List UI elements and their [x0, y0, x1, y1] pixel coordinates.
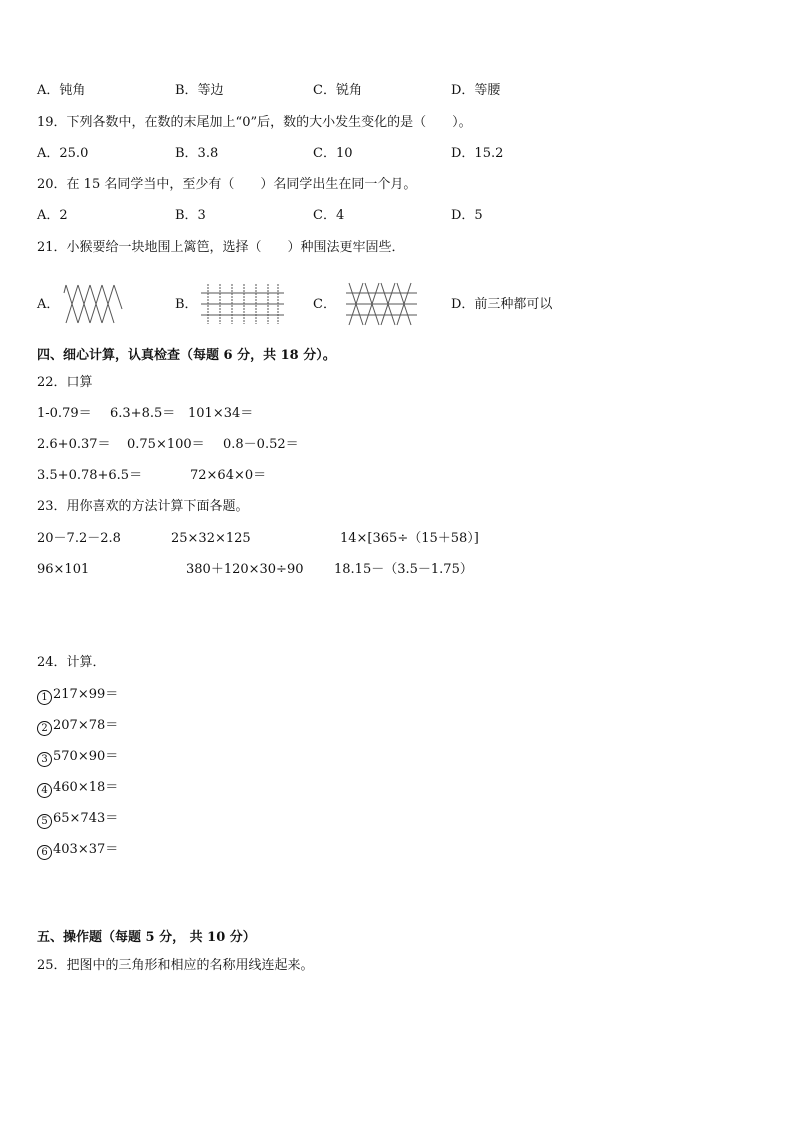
q23-item: 25×32×125 — [171, 531, 251, 546]
q24-item — [37, 748, 118, 767]
q18-option-b[interactable]: B．等边 — [175, 83, 224, 98]
q24-expr: 570×90＝ — [53, 749, 119, 764]
q20-option-a[interactable]: A．2 — [37, 208, 68, 223]
q22-item: 1-0.79＝ — [37, 406, 92, 421]
q19-option-a[interactable]: A．25.0 — [37, 146, 89, 161]
circled-number: 3 — [37, 752, 52, 767]
q25-stem: 25．把图中的三角形和相应的名称用线连起来。 — [37, 958, 314, 973]
q24-item — [37, 841, 118, 860]
q19-option-d[interactable]: D．15.2 — [451, 146, 504, 161]
q23-item: 18.15－（3.5－1.75） — [334, 562, 473, 577]
circled-number: 5 — [37, 814, 52, 829]
q22-item: 2.6+0.37＝ — [37, 437, 111, 452]
section-4-title: 四、细心计算，认真检查（每题 6 分，共 18 分）。 — [37, 348, 336, 363]
q21-option-a[interactable]: A． — [37, 297, 60, 312]
q21-option-c[interactable]: C． — [313, 297, 336, 312]
section-5-title: 五、操作题（每题 5 分， 共 10 分） — [37, 930, 256, 945]
grid-fence-icon — [200, 283, 286, 325]
q20-stem: 20．在 15 名同学当中，至少有（ ）名同学出生在同一个月。 — [37, 177, 417, 192]
q22-item: 72×64×0＝ — [190, 468, 267, 483]
circled-number: 6 — [37, 845, 52, 860]
q22-item: 6.3+8.5＝ — [110, 406, 176, 421]
q24-expr: 460×18＝ — [53, 780, 119, 795]
q24-expr: 217×99＝ — [53, 687, 119, 702]
q22-item: 0.8－0.52＝ — [223, 437, 299, 452]
q21-option-d[interactable]: D．前三种都可以 — [451, 297, 553, 312]
q22-item: 3.5+0.78+6.5＝ — [37, 468, 143, 483]
q23-item: 96×101 — [37, 562, 90, 577]
q24-stem: 24．计算． — [37, 655, 106, 670]
q24-item — [37, 717, 118, 736]
q24-expr: 207×78＝ — [53, 718, 119, 733]
q24-expr: 403×37＝ — [53, 842, 119, 857]
q19-option-c[interactable]: C．10 — [313, 146, 353, 161]
q24-expr: 65×743＝ — [53, 811, 119, 826]
q18-option-c[interactable]: C．锐角 — [313, 83, 362, 98]
circled-number: 1 — [37, 690, 52, 705]
q20-option-c[interactable]: C．4 — [313, 208, 345, 223]
q23-item: 380＋120×30÷90 — [186, 562, 304, 577]
q23-item: 14×[365÷（15＋58）] — [340, 531, 479, 546]
circled-number: 4 — [37, 783, 52, 798]
q23-item: 20－7.2－2.8 — [37, 531, 121, 546]
q22-stem: 22．口算 — [37, 375, 93, 390]
q19-option-b[interactable]: B．3.8 — [175, 146, 219, 161]
q18-option-d[interactable]: D．等腰 — [451, 83, 501, 98]
q19-stem: 19．下列各数中，在数的末尾加上“0”后，数的大小发生变化的是（ ）。 — [37, 115, 472, 130]
q20-option-b[interactable]: B．3 — [175, 208, 206, 223]
q21-stem: 21．小猴要给一块地围上篱笆，选择（ ）种围法更牢固些． — [37, 240, 405, 255]
q22-item: 101×34＝ — [188, 406, 254, 421]
q20-option-d[interactable]: D．5 — [451, 208, 483, 223]
circled-number: 2 — [37, 721, 52, 736]
q24-item — [37, 686, 118, 705]
q24-item — [37, 779, 118, 798]
q23-stem: 23．用你喜欢的方法计算下面各题。 — [37, 499, 249, 514]
q22-item: 0.75×100＝ — [127, 437, 205, 452]
crossed-grid-fence-icon — [345, 281, 419, 327]
crossed-diagonal-fence-icon — [62, 283, 124, 325]
q24-item — [37, 810, 118, 829]
q18-option-a[interactable]: A．钝角 — [37, 83, 86, 98]
q21-option-b[interactable]: B． — [175, 297, 198, 312]
